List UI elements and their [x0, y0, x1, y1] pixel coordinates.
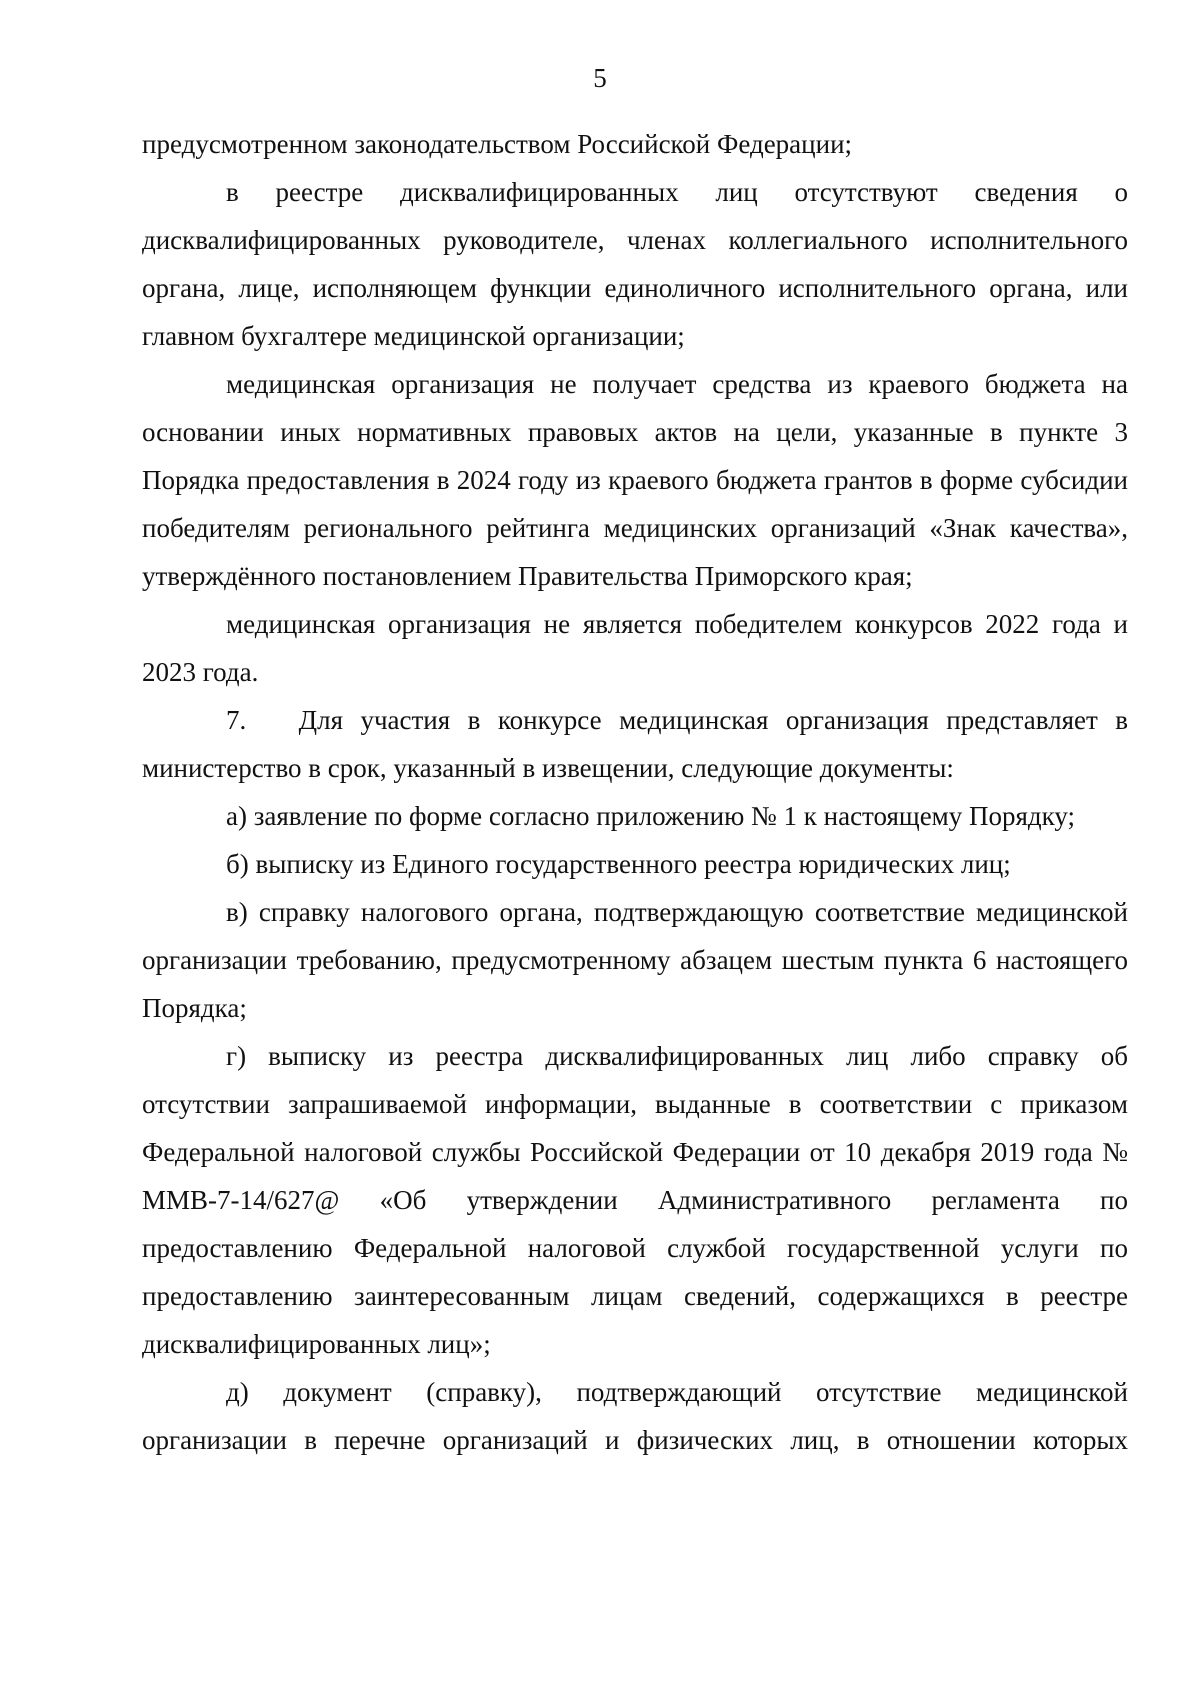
page-number: 5: [593, 63, 607, 93]
paragraph-disqualified-registry: в реестре дисквалифицированных лиц отсутствуют сведения о дисквалифицированных руководителе, членах коллегиального исполнительного органа, лице, исполняющем функции единоличного исполнительного органа, или главном бухгалтере медицинской организации;: [142, 177, 1128, 351]
paragraph-item-7: 7. Для участия в конкурсе медицинская организация представляет в министерство в срок, указанный в извещении, следующие документы:: [142, 705, 1135, 783]
paragraph-item-g: г) выписку из реестра дисквалифицированных лиц либо справку об отсутствии запрашиваемой информации, выданные в соответствии с приказом Федеральной налоговой службы Российской Федерации от 10 декабря 2019 года № ММВ-7-14/627@ «Об утверждении Административного регламента по предоставлению Федеральной налоговой службой государственной услуги по предоставлению заинтересованным лицам сведений, содержащихся в реестре дисквалифицированных лиц»;: [142, 1041, 1128, 1359]
paragraph-not-winner: медицинская организация не является победителем конкурсов 2022 года и 2023 года.: [142, 609, 1128, 687]
document-body: [142, 120, 1135, 1464]
paragraph-item-b: б) выписку из Единого государственного реестра юридических лиц;: [226, 849, 1011, 879]
paragraph-continuation: предусмотренном законодательством Российской Федерации;: [142, 129, 853, 159]
paragraph-budget-funds: медицинская организация не получает средства из краевого бюджета на основании иных нормативных правовых актов на цели, указанные в пункте 3 Порядка предоставления в 2024 году из краевого бюджета грантов в форме субсидии победителям регионального рейтинга медицинских организаций «Знак качества», утверждённого постановлением Правительства Приморского края;: [142, 369, 1128, 591]
paragraph-item-v: в) справку налогового органа, подтверждающую соответствие медицинской организации требованию, предусмотренному абзацем шестым пункта 6 настоящего Порядка;: [142, 897, 1128, 1023]
paragraph-item-a: а) заявление по форме согласно приложению № 1 к настоящему Порядку;: [226, 801, 1076, 831]
paragraph-item-d: д) документ (справку), подтверждающий отсутствие медицинской организации в перечне организаций и физических лиц, в отношении которых: [142, 1377, 1128, 1455]
